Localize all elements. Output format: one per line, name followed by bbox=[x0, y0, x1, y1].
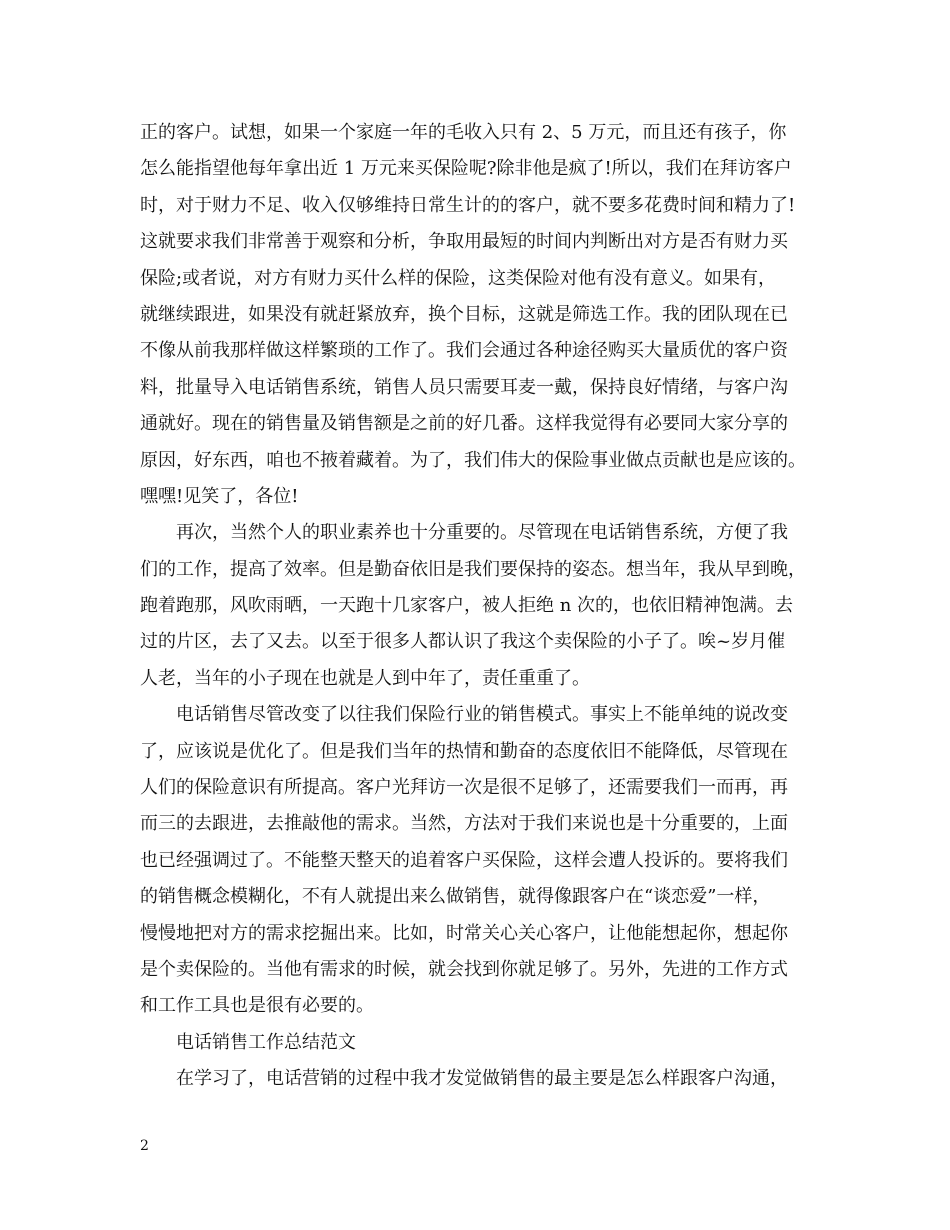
text-line: 们的工作，提高了效率。但是勤奋依旧是我们要保持的姿态。想当年，我从早到晚， bbox=[140, 558, 806, 580]
text-line: 跑着跑那，风吹雨晒，一天跑十几家客户，被人拒绝 n 次的，也依旧精神饱满。去 bbox=[140, 595, 794, 617]
body-text bbox=[140, 115, 810, 1098]
text-line: 通就好。现在的销售量及销售额是之前的好几番。这样我觉得有必要同大家分享的 bbox=[140, 413, 788, 435]
text-line: 这就要求我们非常善于观察和分析，争取用最短的时间内判断出对方是否有财力买 bbox=[140, 231, 788, 253]
text-line: 就继续跟进，如果没有就赶紧放弃，换个目标，这就是筛选工作。我的团队现在已 bbox=[140, 303, 788, 325]
text-line: 时，对于财力不足、收入仅够维持日常生计的的客户，就不要多花费时间和精力了! bbox=[140, 194, 796, 216]
text-line: 不像从前我那样做这样繁琐的工作了。我们会通过各种途径购买大量质优的客户资 bbox=[140, 340, 788, 362]
text-line: 和工作工具也是很有必要的。 bbox=[140, 995, 374, 1017]
paragraph-first-line: 在学习了，电话营销的过程中我才发觉做销售的最主要是怎么样跟客户沟通， bbox=[176, 1068, 788, 1090]
text-line: 保险;或者说，对方有财力买什么样的保险，这类保险对他有没有意义。如果有， bbox=[140, 267, 777, 289]
text-line: 也已经强调过了。不能整天整天的追着客户买保险，这样会遭人投诉的。要将我们 bbox=[140, 849, 788, 871]
text-line: 而三的去跟进，去推敲他的需求。当然，方法对于我们来说也是十分重要的，上面 bbox=[140, 813, 788, 835]
text-line: 原因，好东西，咱也不掖着藏着。为了，我们伟大的保险事业做点贡献也是应该的。 bbox=[140, 449, 806, 471]
text-line: 嘿嘿!见笑了，各位! bbox=[140, 485, 299, 507]
text-line: 料，批量导入电话销售系统，销售人员只需要耳麦一戴，保持良好情绪，与客户沟 bbox=[140, 376, 788, 398]
text-line: 是个卖保险的。当他有需求的时候，就会找到你就足够了。另外，先进的工作方式 bbox=[140, 958, 788, 980]
text-line: 的销售概念模糊化，不有人就提出来么做销售，就得像跟客户在“谈恋爱”一样， bbox=[140, 886, 771, 908]
text-line: 怎么能指望他每年拿出近 1 万元来买保险呢?除非他是疯了!所以，我们在拜访客户 bbox=[140, 158, 792, 180]
section-title: 电话销售工作总结范文 bbox=[176, 1031, 356, 1053]
paragraph-first-line: 电话销售尽管改变了以往我们保险行业的销售模式。事实上不能单纯的说改变 bbox=[176, 704, 788, 726]
paragraph-first-line: 再次，当然个人的职业素养也十分重要的。尽管现在电话销售系统，方便了我 bbox=[176, 522, 788, 544]
text-line: 慢慢地把对方的需求挖掘出来。比如，时常关心关心客户，让他能想起你，想起你 bbox=[140, 922, 788, 944]
text-line: 了，应该说是优化了。但是我们当年的热情和勤奋的态度依旧不能降低，尽管现在 bbox=[140, 740, 788, 762]
text-line: 人老，当年的小子现在也就是人到中年了，责任重重了。 bbox=[140, 667, 590, 689]
text-line: 正的客户。试想，如果一个家庭一年的毛收入只有 2、5 万元，而且还有孩子，你 bbox=[140, 122, 787, 143]
text-line: 过的片区，去了又去。以至于很多人都认识了我这个卖保险的小子了。唉~岁月催 bbox=[140, 631, 786, 653]
page-number: 2 bbox=[140, 1138, 149, 1154]
text-line: 人们的保险意识有所提高。客户光拜访一次是很不足够了，还需要我们一而再，再 bbox=[140, 777, 788, 799]
